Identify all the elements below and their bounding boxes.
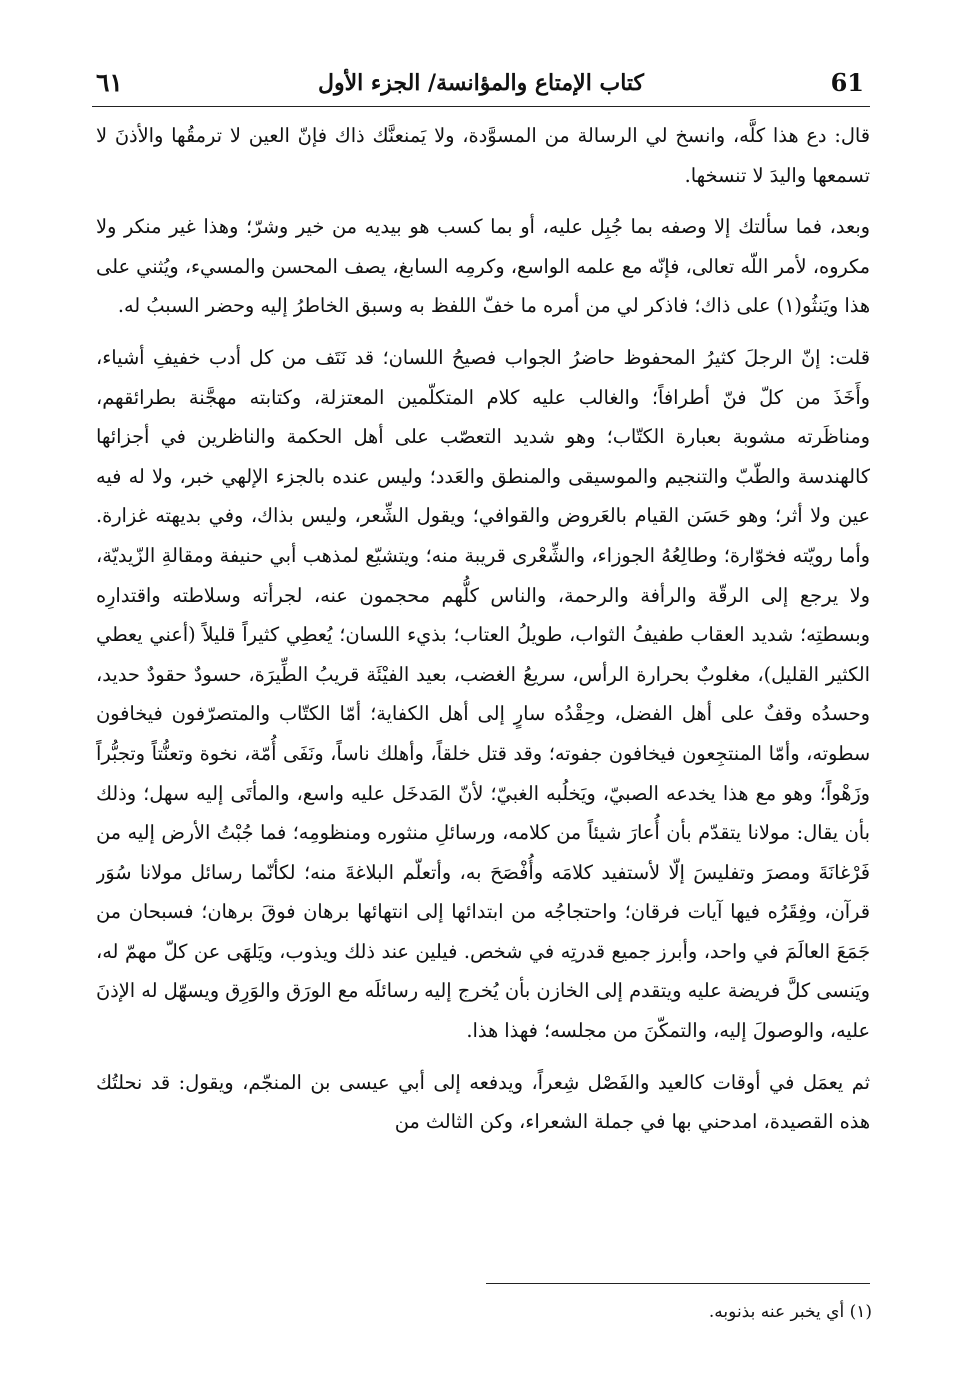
page-number-latin: 61 xyxy=(830,68,864,97)
running-title: كتاب الإمتاع والمؤانسة/ الجزء الأول xyxy=(317,70,645,96)
footnote-separator xyxy=(486,1283,870,1284)
page-header xyxy=(92,66,870,107)
paragraph: قلت: إنّ الرجلَ كثيرُ المحفوظ حاضرُ الجواب فصيحُ اللسان؛ قد نَتَف من كل أدب خفيفِ أشياء، وأَخَذَ من كلّ فنّ أطرافاً؛ والغالب عليه كلام المتكلّمين المعتزلة، وكتابته مهجَّنة بطرائقهم، ومناظَرته مشوبة بعبارة الكتّاب؛ وهو شديد التعصّب على أهل الحكمة والناظرين في أجزائها كالهندسة والطّبّ والتنجيم والموسيقى والمنطق والعَدد؛ وليس عنده بالجزء الإلهي خبر، ولا له فيه عين ولا أثر؛ وهو حَسَن القيام بالعَروض والقوافي؛ ويقول الشِّعر، وليس بذاك، وفي بديهته غزارة. وأما رويّته فخوّارة؛ وطالِعُهُ الجوزاء، والشِّعْرى قريبة منه؛ ويتشيّع لمذهب أبي حنيفة ومقالةِ الزّيديّة، ولا يرجع إلى الرقّة والرأفة والرحمة، والناس كلُّهم محجمون عنه، لجرأته وسلاطته واقتدارِه وبسطتِه؛ شديد العقاب طفيفُ الثواب، طويلُ العتاب؛ بذيء اللسان؛ يُعطِي كثيراً قليلاً (أعني يعطي الكثير القليل)، مغلوبٌ بحرارة الرأس، سريعُ الغضب، بعيد الفيْئَة قريبُ الطِّيرَة، حسودٌ حقودٌ حديد، وحسدُه وقفٌ على أهل الفضل، وحِقْدُه سارٍ إلى أهل الكفاية؛ أمّا الكتّاب والمتصرّفون فيخافون سطوته، وأمّا المنتجِعون فيخافون جفوته؛ وقد قتل خلقاً، وأهلك ناساً، ونَفَى أُمّة، نخوة وتعنُّتاً وتجبُّراً وزَهْواً؛ وهو مع هذا يخدعه الصبيّ، ويَخلُبه الغبيّ؛ لأنّ المَدخَل عليه واسع، والمأتَى إليه سهل؛ وذلك بأن يقال: مولانا يتقدّم بأن أُعارَ شيئاً من كلامه، ورسائلِ منثوره ومنظومِه؛ فما جُبْتُ الأرض إليه من فَرْغانَةَ ومصرَ وتفليسَ إلّا لأستفيد كلامَه وأُفْصَحَ به، وأتعلّم البلاغةَ منه؛ لكأنّما رسائل مولانا سُوَر قرآن، وفِقَرُه فيها آيات فرقان؛ واحتجاجُه من ابتدائها إلى انتهائها برهان فوقَ برهان؛ فسبحان من جَمَعَ العالَمَ في واحد، وأبرز جميع قدرتِه في شخص. فيلين عند ذلك ويذوب، ويَلهَى عن كلّ مهمّ له، ويَنسى كلَّ فريضة عليه ويتقدم إلى الخازن بأن يُخرج إليه رسائلَه مع الورَق والوَرِق ويسهّل له الإذنَ عليه، والوصولَ إليه، والتمكّنَ من مجلسه؛ فهذا هذا. xyxy=(96,345,870,1043)
paragraph: قال: دع هذا كلَّه، وانسخ لي الرسالة من المسوَّدة، ولا يَمنعنَّك ذاك فإنّ العين لا ترمقُها والأذنَ لا تسمعها واليدَ لا تنسخها. xyxy=(96,124,870,187)
paragraph: وبعد، فما سألتك إلا وصفه بما جُبِل عليه، أو بما كسب هو بيديه من خير وشرّ؛ وهذا غير منكر ولا مكروه، لأمر اللّه تعالى، فإنّه مع علمه الواسع، وكرمِه السابغ، يصف المحسن والمسيء، ويُثني على هذا ويَنثُو(١) على ذاك؛ فاذكر لي من أمره ما خفّ اللفظ به وسبق الخاطرُ إليه وحضر السببُ له. xyxy=(96,215,870,318)
page-number-arabic: ٦١ xyxy=(96,68,123,97)
main-text xyxy=(96,116,870,1271)
footnote: (١) أي يخبر عنه بذنوبه. xyxy=(708,1302,872,1322)
paragraph: ثم يعمَل في أوقات كالعيد والفَصْل شِعراً، ويدفعه إلى أبي عيسى بن المنجّم، ويقول: قد نحلتُك هذه القصيدة، امدحني بها في جملة الشعراء، وكن الثالث من xyxy=(96,1070,870,1134)
